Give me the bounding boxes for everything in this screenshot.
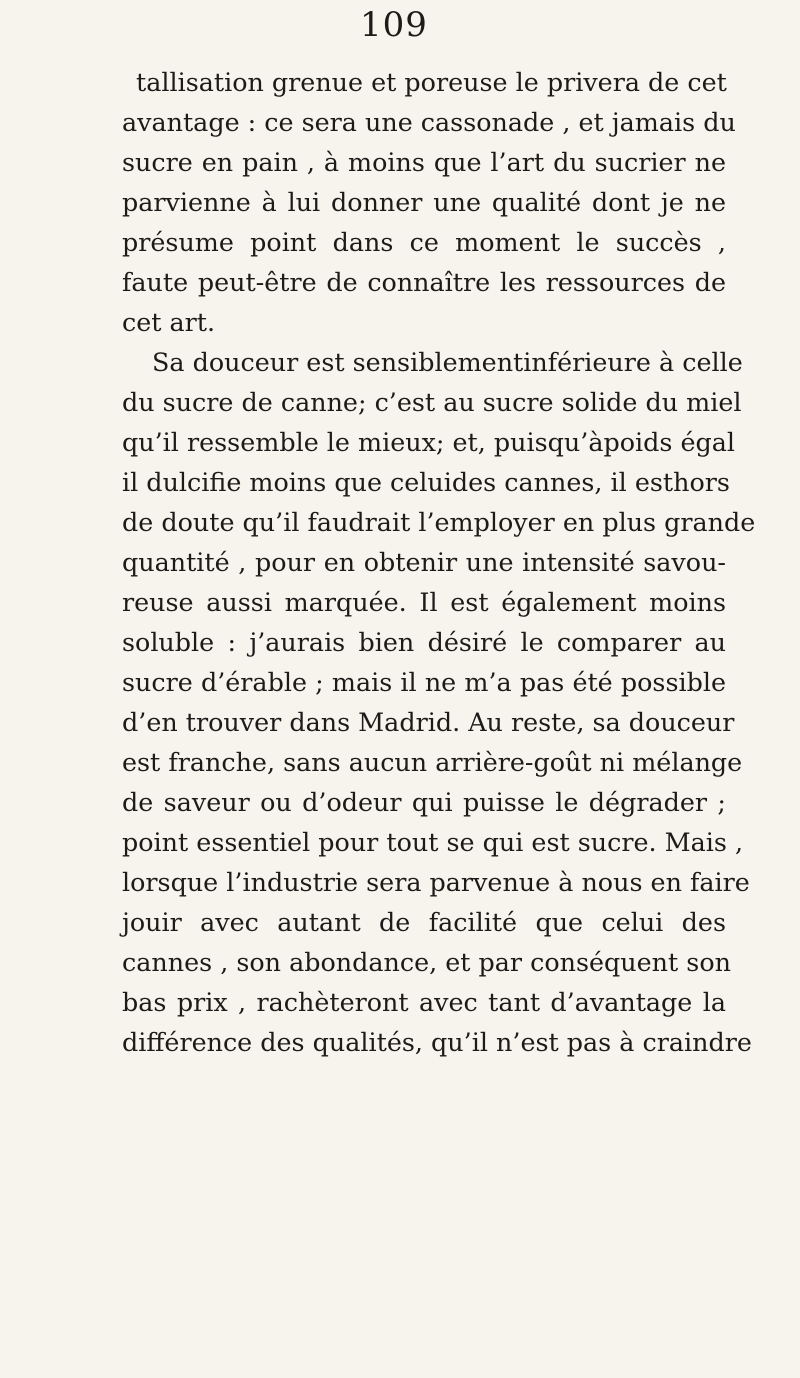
text-line: lorsque l’industrie sera parvenue à nous en faire [122, 867, 750, 897]
text-line: point essentiel pour tout se qui est sucre. Mais , [122, 827, 744, 857]
text-line: du sucre de canne; c’est au sucre solide du miel [122, 387, 742, 417]
text-line: d’en trouver dans Madrid. Au reste, sa douceur [122, 707, 735, 737]
paragraph-start-line: Sa douceur est sensiblementinférieure à celle [152, 347, 743, 377]
text-line: jouir avec autant de facilité que celui des [122, 907, 726, 937]
text-line: qu’il ressemble le mieux; et, puisqu’àpoids égal [122, 427, 736, 457]
text-line: cet art. [122, 307, 216, 337]
text-line: tallisation grenue et poreuse le privera de cet [136, 67, 727, 97]
text-line: avantage : ce sera une cassonade , et jamais du [122, 107, 736, 137]
text-line: de doute qu’il faudrait l’employer en plus grande [122, 507, 756, 537]
text-line: il dulcifie moins que celuides cannes, il esthors [122, 467, 730, 497]
text-line: de saveur ou d’odeur qui puisse le dégrader ; [122, 787, 726, 817]
text-line: bas prix , rachèteront avec tant d’avantage la [122, 987, 726, 1017]
text-line: différence des qualités, qu’il n’est pas à craindre [122, 1027, 752, 1057]
body-text [122, 62, 756, 1062]
page-number: 109 [360, 5, 428, 45]
text-line: sucre d’érable ; mais il ne m’a pas été possible [122, 667, 726, 697]
text-line: est franche, sans aucun arrière-goût ni mélange [122, 747, 743, 777]
text-line: parvienne à lui donner une qualité dont je ne [122, 187, 726, 217]
text-line: présume point dans ce moment le succès , [122, 227, 726, 257]
text-line: soluble : j’aurais bien désiré le comparer au [122, 627, 726, 657]
text-line: quantité , pour en obtenir une intensité savou- [122, 547, 726, 577]
text-line: reuse aussi marquée. Il est également moins [122, 587, 726, 617]
text-line: sucre en pain , à moins que l’art du sucrier ne [122, 147, 726, 177]
text-line: faute peut-être de connaître les ressources de [122, 267, 726, 297]
text-line: cannes , son abondance, et par conséquent son [122, 947, 731, 977]
